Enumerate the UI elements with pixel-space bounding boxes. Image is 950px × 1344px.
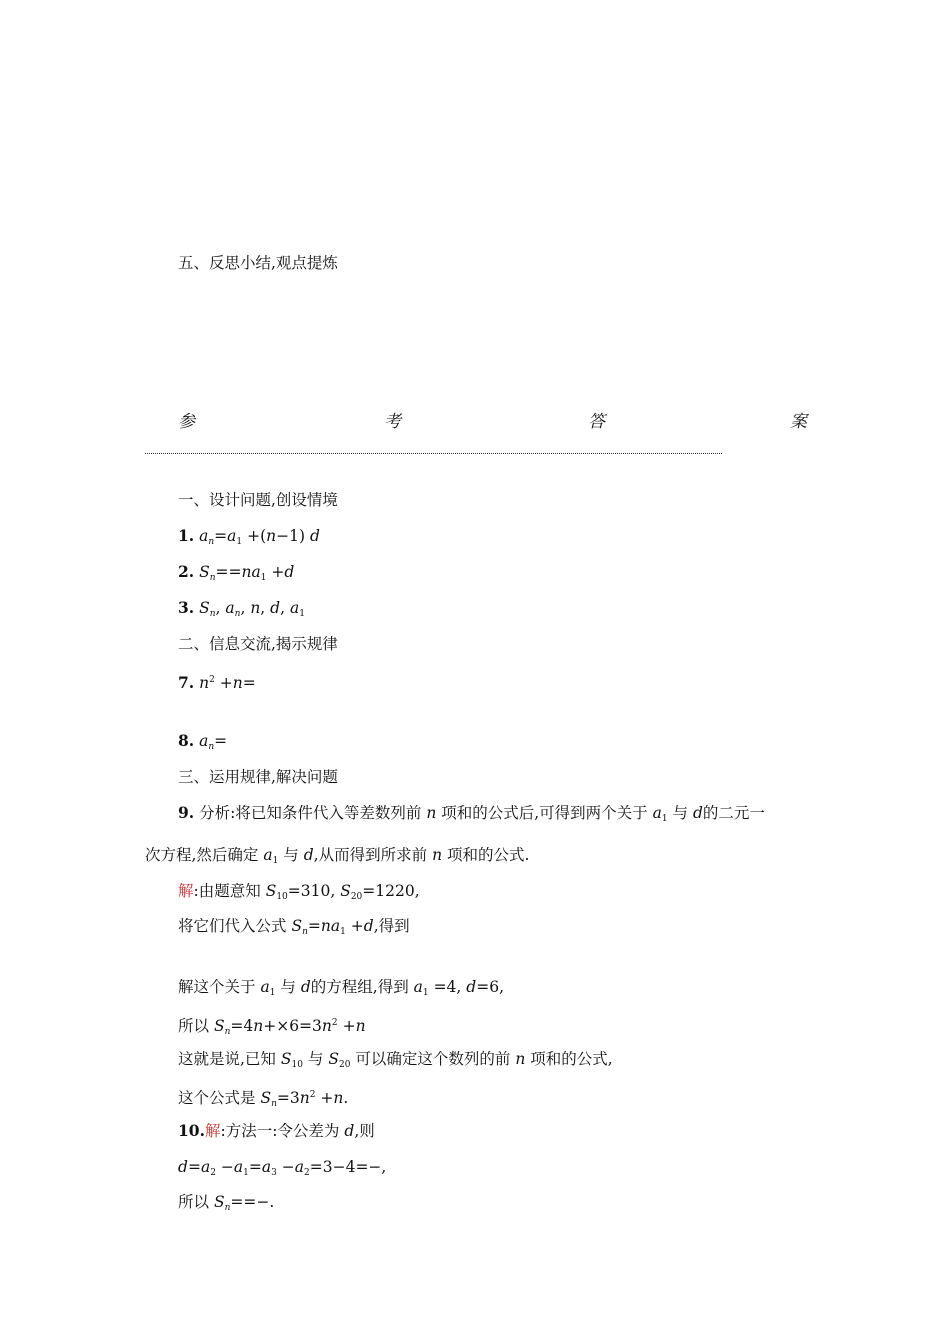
solution-label: 解 [204,1122,221,1140]
q9-conclusion: 这就是说,已知 $S_{10}$ 与 $S_{20}$ 可以确定这个数列的前 n 项和的公式, [178,1050,613,1070]
q10-common-difference: $d=a_2 -a_1=a_3 -a_2=3-4=-$, [178,1158,387,1178]
dotted-divider [145,453,722,454]
q9-solution-given: 解:由题意知 $S_{10}=310$, $S_{20}=1220$, [178,882,420,902]
q9-formula: 这个公式是 $S_n=3n^2 +n$. [178,1089,349,1109]
q9-analysis-line1: 9. 分析:将已知条件代入等差数列前 n 项和的公式后,可得到两个关于 $a_1$ 与 d的二元一 [178,803,765,824]
answer-heading-char-3: 答 [588,412,605,432]
answer-heading-char-4: 案 [790,412,807,432]
q9-analysis-line2: 次方程,然后确定 $a_1$ 与 d,从而得到所求前 n 项和的公式. [145,846,530,866]
part-1-title: 一、设计问题,创设情境 [178,491,338,509]
section-5-title: 五、反思小结,观点提炼 [178,254,338,272]
q10-method: 10.解:方法一:令公差为 d,则 [178,1121,375,1140]
q9-so: 所以 $S_n=4n+\times 6=3n^2 +n$ [178,1017,366,1037]
answer-1: 1. $a_n=a_1 +(n-1)$ d [178,526,320,547]
answer-7: 7. $n^2 +n=$ [178,673,256,692]
q9-solve-system: 解这个关于 $a_1$ 与 d的方程组,得到 $a_1 =4$, d=6, [178,978,504,998]
q10-so: 所以 $S_n==-$. [178,1193,275,1213]
answer-heading-char-2: 考 [384,412,401,432]
answer-8: 8. $a_n=$ [178,731,228,752]
answer-3: 3. $S_n$, $a_n$, n, d, $a_1$ [178,598,305,619]
part-2-title: 二、信息交流,揭示规律 [178,635,338,653]
part-3-title: 三、运用规律,解决问题 [178,768,338,786]
answer-heading-char-1: 参 [178,412,195,432]
q9-substitute: 将它们代入公式 $S_n=na_1 +d$,得到 [178,917,410,937]
answer-2: 2. $S_n==na_1 +d$ [178,562,295,583]
solution-label: 解 [178,882,194,900]
